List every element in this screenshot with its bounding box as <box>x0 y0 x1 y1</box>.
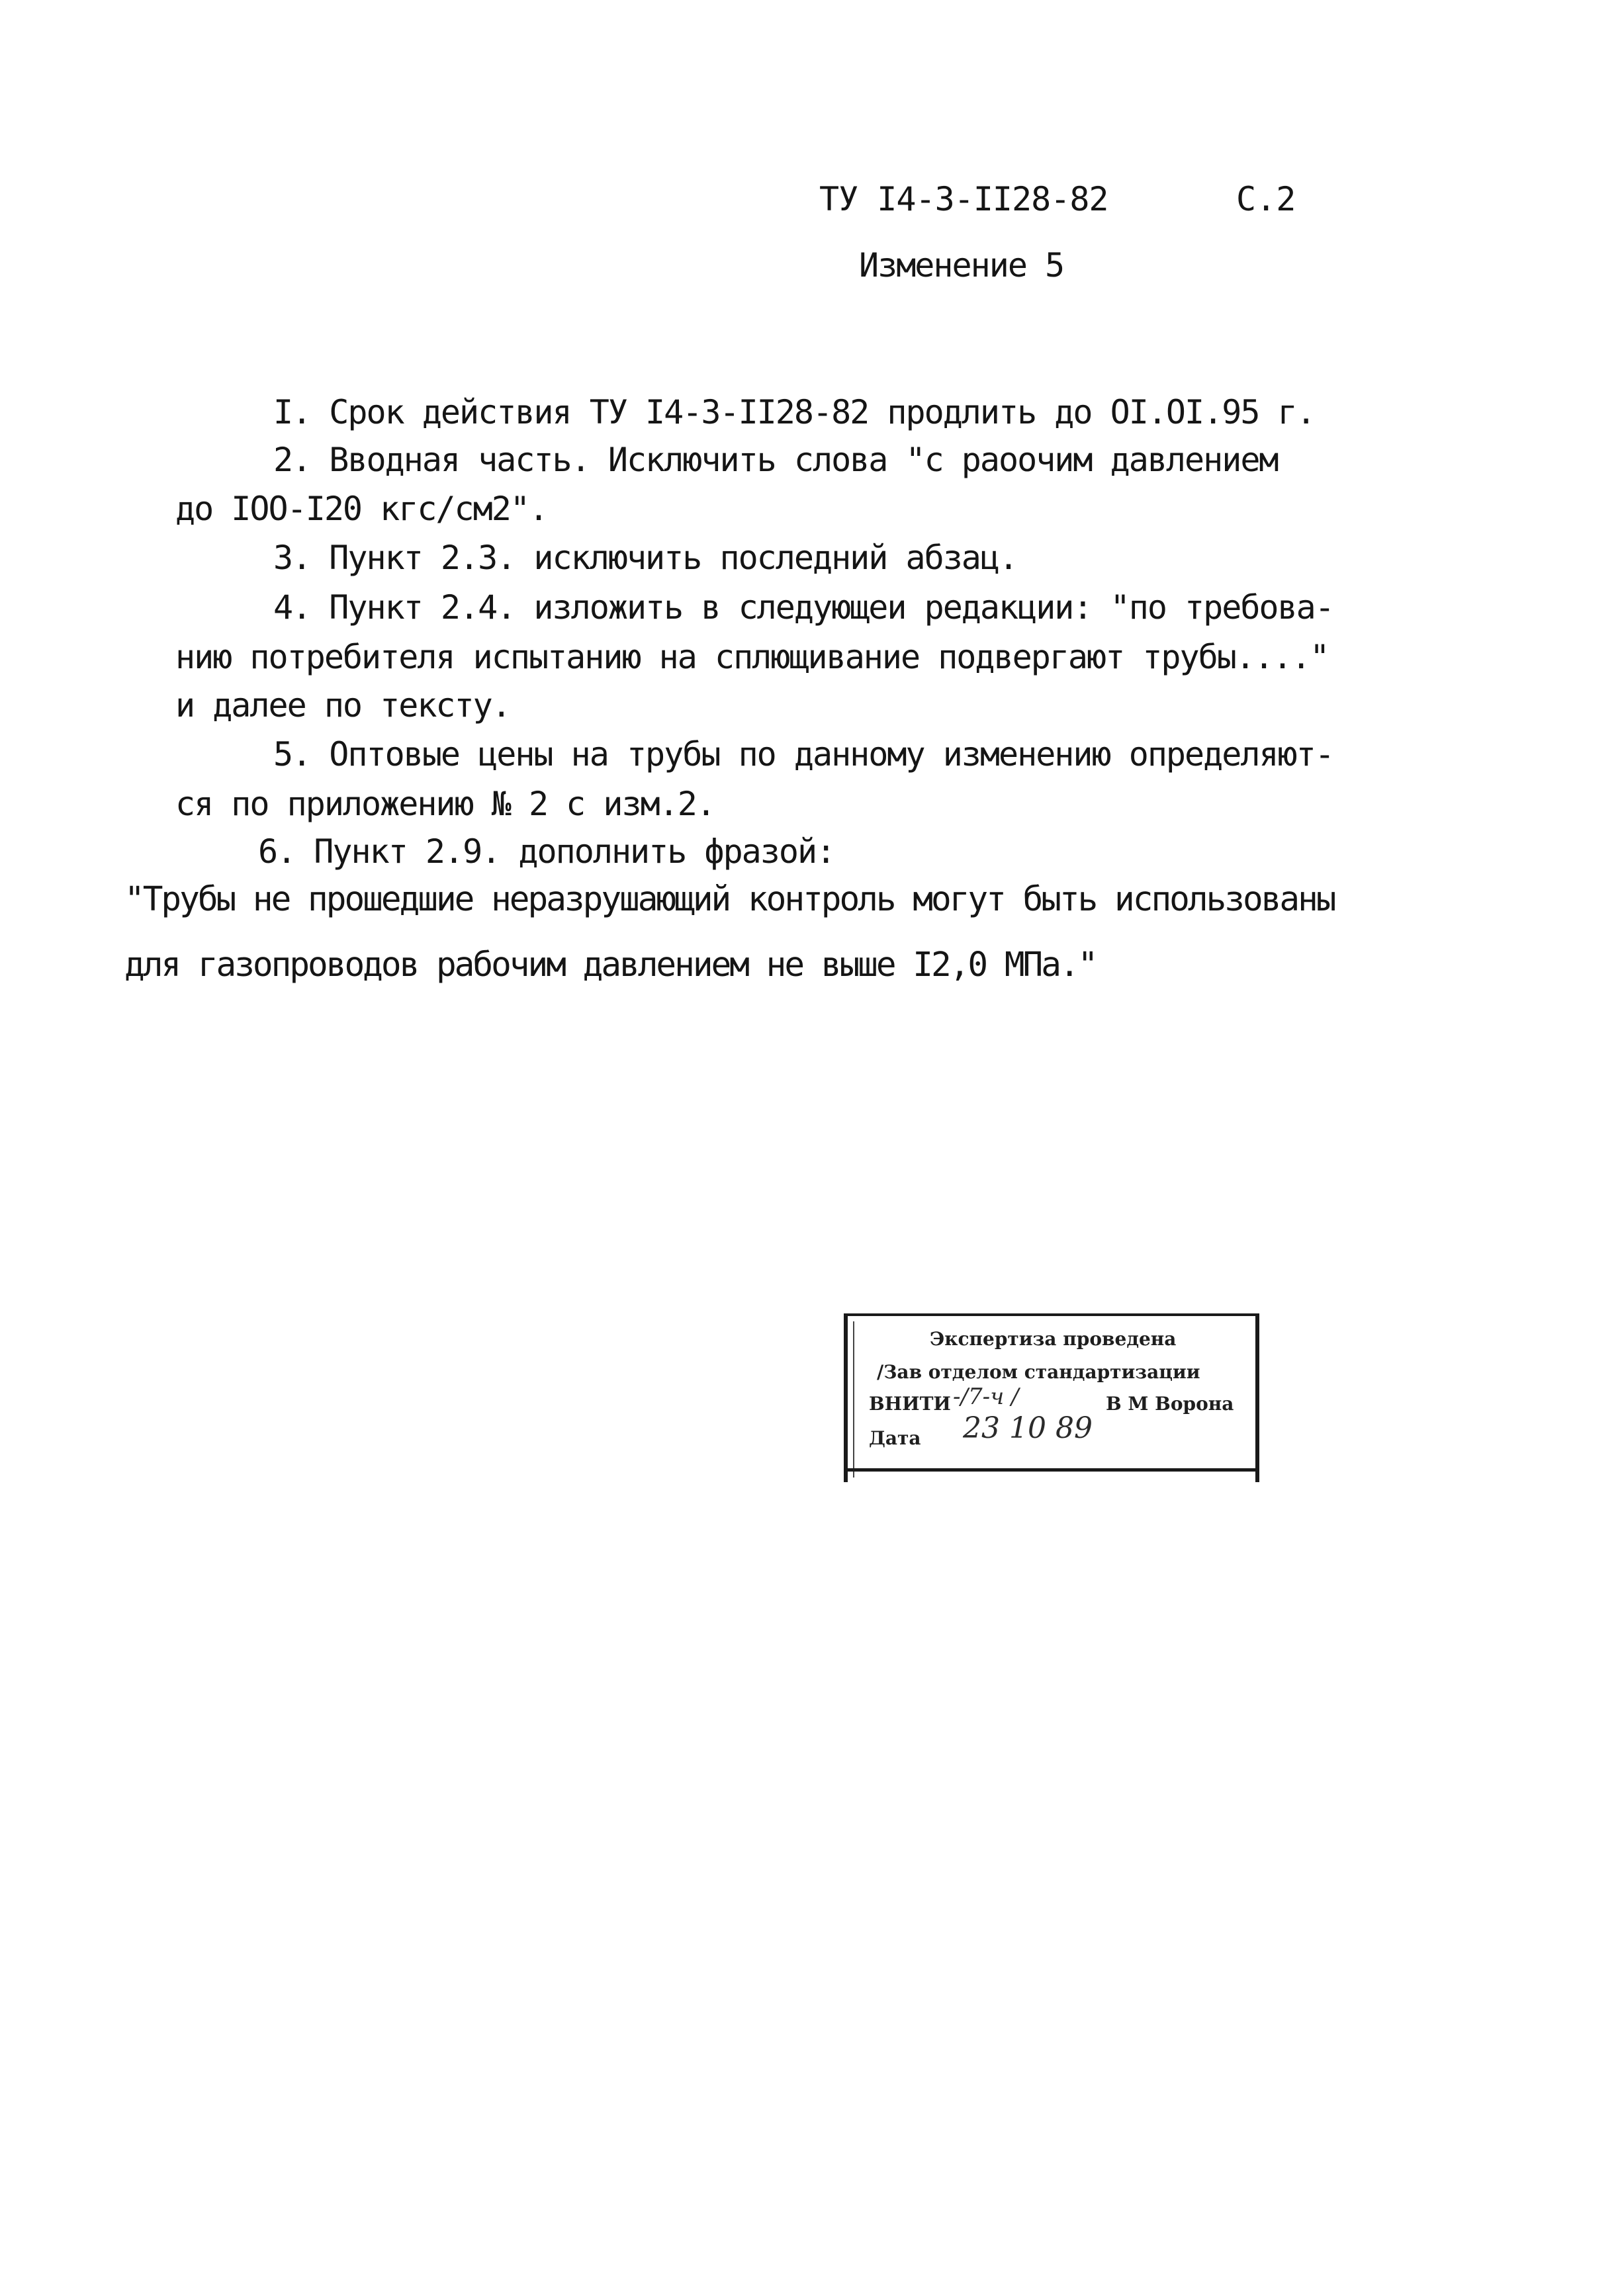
stamp-line-expertise: Экспертиза проведена <box>930 1328 1177 1350</box>
item-3-line: 3. Пункт 2.3. исключить последний абзац. <box>273 539 1018 577</box>
item-1-line: I. Срок действия ТУ I4-3-II28-82 продлить до OI.OI.95 г. <box>273 393 1315 431</box>
stamp-border-right <box>1255 1313 1259 1482</box>
stamp-border-inner <box>853 1321 854 1478</box>
quote-line-2: для газопроводов рабочим давлением не выше I2,0 МПа." <box>124 946 1097 985</box>
item-2-line-1: 2. Вводная часть. Исключить слова "с раоочим давлением <box>273 441 1278 479</box>
item-4-line-1: 4. Пункт 2.4. изложить в следующеи редакции: "по требова- <box>273 588 1333 627</box>
stamp-handwritten-date: 23 10 89 <box>963 1411 1093 1445</box>
quote-line-1: "Трубы не прошедшие неразрушающий контроль могут быть использованы <box>124 880 1335 919</box>
stamp-date-label: Дата <box>869 1427 921 1449</box>
stamp-signature: -/7-ч / <box>953 1384 1019 1410</box>
page-number: С.2 <box>1236 180 1296 218</box>
stamp-line-department: /Зав отделом стандартизации <box>877 1361 1200 1383</box>
stamp-border-bottom <box>848 1468 1255 1472</box>
change-title: Изменение 5 <box>859 246 1064 285</box>
item-4-line-3: и далее по тексту. <box>175 686 510 725</box>
item-5-line-2: ся по приложению № 2 с изм.2. <box>175 785 715 823</box>
item-5-line-1: 5. Оптовые цены на трубы по данному изменению определяют- <box>273 735 1333 773</box>
item-4-line-2: нию потребителя испытанию на сплющивание подвергают трубы...." <box>175 638 1329 676</box>
stamp-border-top <box>848 1313 1255 1316</box>
item-6-line: 6. Пункт 2.9. дополнить фразой: <box>258 832 835 871</box>
stamp-signatory-name: В М Ворона <box>1106 1393 1234 1415</box>
expertise-stamp <box>844 1313 1259 1482</box>
stamp-line-institute: ВНИТИ <box>869 1393 951 1415</box>
document-code: ТУ I4-3-II28-82 <box>819 180 1108 218</box>
stamp-border-left <box>844 1313 848 1482</box>
item-2-line-2: до IOO-I20 кгс/см2". <box>175 490 548 528</box>
